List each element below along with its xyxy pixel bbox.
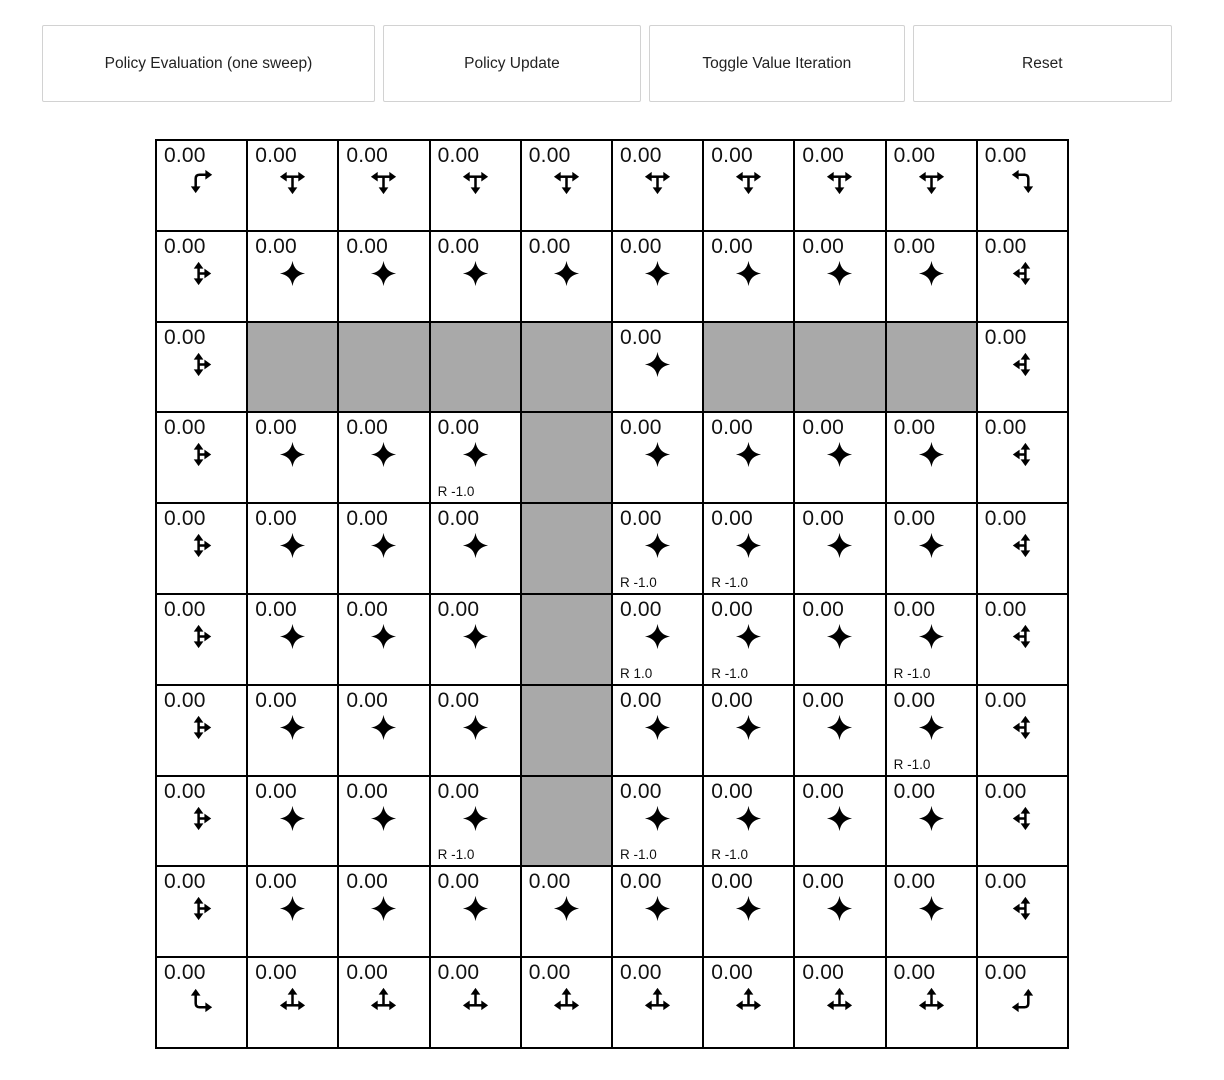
state-cell[interactable] xyxy=(977,957,1068,1048)
state-value: 0.00 xyxy=(346,870,389,894)
policy-all-directions-icon xyxy=(248,712,337,743)
state-cell[interactable] xyxy=(612,231,703,322)
policy-up-down-left-icon xyxy=(978,530,1067,561)
state-value: 0.00 xyxy=(802,144,845,167)
state-cell[interactable] xyxy=(156,412,247,503)
policy-left-right-down-icon xyxy=(339,167,428,198)
state-value: 0.00 xyxy=(802,688,845,712)
policy-all-directions-icon xyxy=(613,893,702,924)
wall-cell[interactable] xyxy=(521,412,612,503)
state-cell[interactable] xyxy=(703,866,794,957)
policy-left-right-up-icon xyxy=(613,984,702,1015)
wall-cell[interactable] xyxy=(521,594,612,685)
wall-cell[interactable] xyxy=(430,322,521,413)
state-value: 0.00 xyxy=(711,688,753,712)
state-cell[interactable] xyxy=(521,231,612,322)
state-value: 0.00 xyxy=(346,961,389,985)
state-cell[interactable] xyxy=(612,685,703,776)
state-cell[interactable] xyxy=(156,866,247,957)
state-cell[interactable] xyxy=(156,140,247,231)
reward-label: R -1.0 xyxy=(619,847,657,863)
policy-all-directions-icon xyxy=(887,530,976,561)
policy-left-right-up-icon xyxy=(522,984,611,1015)
state-value: 0.00 xyxy=(711,961,753,985)
policy-all-directions-icon xyxy=(339,712,428,743)
policy-all-directions-icon xyxy=(431,258,520,289)
state-cell[interactable] xyxy=(430,957,521,1048)
state-value: 0.00 xyxy=(984,325,1027,349)
state-cell[interactable] xyxy=(247,685,338,776)
policy-all-directions-icon xyxy=(887,803,976,834)
state-value: 0.00 xyxy=(984,688,1027,712)
policy-all-directions-icon xyxy=(339,621,428,652)
state-value: 0.00 xyxy=(164,598,206,621)
state-value: 0.00 xyxy=(528,870,571,894)
state-value: 0.00 xyxy=(437,507,480,531)
state-value: 0.00 xyxy=(255,234,297,258)
policy-down-left-icon xyxy=(978,167,1067,198)
state-value: 0.00 xyxy=(164,144,206,167)
state-cell[interactable] xyxy=(886,503,977,594)
reward-label: R -1.0 xyxy=(711,575,748,590)
policy-up-down-right-icon xyxy=(157,439,246,470)
state-cell[interactable] xyxy=(886,957,977,1048)
state-cell[interactable] xyxy=(338,685,429,776)
policy-up-down-left-icon xyxy=(978,893,1067,924)
state-cell[interactable] xyxy=(612,866,703,957)
state-cell[interactable] xyxy=(430,866,521,957)
state-cell[interactable] xyxy=(703,685,794,776)
state-cell[interactable] xyxy=(247,140,338,231)
policy-all-directions-icon xyxy=(248,893,337,924)
policy-all-directions-icon xyxy=(248,258,337,289)
state-cell[interactable] xyxy=(886,685,977,776)
state-value: 0.00 xyxy=(619,598,662,621)
gridworld xyxy=(155,139,1069,1049)
state-value: 0.00 xyxy=(619,507,662,531)
policy-all-directions-icon xyxy=(613,621,702,652)
policy-all-directions-icon xyxy=(431,439,520,470)
state-value: 0.00 xyxy=(528,234,571,258)
state-cell[interactable] xyxy=(886,231,977,322)
state-cell[interactable] xyxy=(612,412,703,503)
state-value: 0.00 xyxy=(619,416,662,440)
policy-up-down-right-icon xyxy=(157,530,246,561)
policy-all-directions-icon xyxy=(522,893,611,924)
state-value: 0.00 xyxy=(984,870,1027,894)
state-cell[interactable] xyxy=(703,594,794,685)
state-value: 0.00 xyxy=(893,779,936,803)
state-cell[interactable] xyxy=(886,776,977,867)
state-value: 0.00 xyxy=(255,416,297,440)
policy-left-right-up-icon xyxy=(704,984,793,1015)
state-value: 0.00 xyxy=(711,416,753,440)
state-value: 0.00 xyxy=(255,961,297,985)
wall-cell[interactable] xyxy=(521,503,612,594)
state-cell[interactable] xyxy=(247,503,338,594)
policy-up-left-icon xyxy=(978,984,1067,1015)
state-cell[interactable] xyxy=(247,957,338,1048)
policy-up-down-right-icon xyxy=(157,712,246,743)
state-cell[interactable] xyxy=(247,231,338,322)
state-cell[interactable] xyxy=(430,594,521,685)
wall-cell[interactable] xyxy=(338,322,429,413)
state-value: 0.00 xyxy=(984,507,1027,531)
policy-up-down-right-icon xyxy=(157,621,246,652)
toggle-value-iteration-button[interactable]: Toggle Value Iteration xyxy=(649,25,905,102)
state-value: 0.00 xyxy=(619,688,662,712)
policy-all-directions-icon xyxy=(339,439,428,470)
policy-all-directions-icon xyxy=(887,712,976,743)
state-cell[interactable] xyxy=(977,685,1068,776)
policy-all-directions-icon xyxy=(704,803,793,834)
state-value: 0.00 xyxy=(984,779,1027,803)
state-value: 0.00 xyxy=(893,870,936,894)
state-value: 0.00 xyxy=(346,598,389,621)
state-value: 0.00 xyxy=(437,779,480,803)
state-value: 0.00 xyxy=(711,507,753,531)
state-value: 0.00 xyxy=(619,961,662,985)
state-cell[interactable] xyxy=(156,776,247,867)
policy-all-directions-icon xyxy=(887,258,976,289)
policy-update-button[interactable]: Policy Update xyxy=(383,25,641,102)
state-cell[interactable] xyxy=(977,140,1068,231)
state-cell[interactable] xyxy=(794,231,885,322)
state-value: 0.00 xyxy=(802,870,845,894)
state-cell[interactable] xyxy=(156,594,247,685)
state-value: 0.00 xyxy=(346,779,389,803)
policy-left-right-down-icon xyxy=(887,167,976,198)
policy-all-directions-icon xyxy=(795,712,884,743)
reward-label: R -1.0 xyxy=(619,575,657,590)
state-value: 0.00 xyxy=(619,325,662,349)
policy-all-directions-icon xyxy=(431,803,520,834)
policy-all-directions-icon xyxy=(248,439,337,470)
policy-all-directions-icon xyxy=(704,712,793,743)
policy-all-directions-icon xyxy=(248,621,337,652)
policy-all-directions-icon xyxy=(613,349,702,380)
toolbar xyxy=(42,25,1172,102)
reward-label: R -1.0 xyxy=(711,665,748,681)
state-value: 0.00 xyxy=(893,507,936,531)
reward-label: R -1.0 xyxy=(893,756,931,772)
state-cell[interactable] xyxy=(703,412,794,503)
state-cell[interactable] xyxy=(886,866,977,957)
state-value: 0.00 xyxy=(984,416,1027,440)
state-value: 0.00 xyxy=(437,144,480,167)
policy-all-directions-icon xyxy=(613,530,702,561)
wall-cell[interactable] xyxy=(521,776,612,867)
state-value: 0.00 xyxy=(437,870,480,894)
wall-cell[interactable] xyxy=(794,322,885,413)
policy-all-directions-icon xyxy=(704,439,793,470)
state-value: 0.00 xyxy=(437,416,480,440)
state-cell[interactable] xyxy=(338,957,429,1048)
state-value: 0.00 xyxy=(164,325,206,349)
policy-all-directions-icon xyxy=(795,258,884,289)
state-value: 0.00 xyxy=(346,507,389,531)
state-value: 0.00 xyxy=(619,144,662,167)
policy-up-down-left-icon xyxy=(978,439,1067,470)
state-cell[interactable] xyxy=(794,503,885,594)
state-value: 0.00 xyxy=(346,688,389,712)
state-cell[interactable] xyxy=(886,594,977,685)
state-value: 0.00 xyxy=(984,234,1027,258)
policy-up-down-left-icon xyxy=(978,258,1067,289)
state-value: 0.00 xyxy=(164,688,206,712)
state-value: 0.00 xyxy=(164,870,206,894)
state-cell[interactable] xyxy=(612,957,703,1048)
state-value: 0.00 xyxy=(802,234,845,258)
policy-all-directions-icon xyxy=(887,439,976,470)
policy-all-directions-icon xyxy=(795,621,884,652)
policy-up-down-left-icon xyxy=(978,349,1067,380)
policy-all-directions-icon xyxy=(339,258,428,289)
state-cell[interactable] xyxy=(247,594,338,685)
state-value: 0.00 xyxy=(984,598,1027,621)
state-cell[interactable] xyxy=(977,776,1068,867)
state-value: 0.00 xyxy=(255,598,297,621)
state-value: 0.00 xyxy=(893,688,936,712)
wall-cell[interactable] xyxy=(521,685,612,776)
policy-all-directions-icon xyxy=(704,893,793,924)
state-value: 0.00 xyxy=(893,961,936,985)
policy-left-right-up-icon xyxy=(431,984,520,1015)
wall-cell[interactable] xyxy=(703,322,794,413)
state-value: 0.00 xyxy=(255,507,297,531)
state-cell[interactable] xyxy=(703,140,794,231)
state-value: 0.00 xyxy=(711,870,753,894)
state-cell[interactable] xyxy=(430,776,521,867)
state-cell[interactable] xyxy=(430,685,521,776)
state-value: 0.00 xyxy=(164,507,206,531)
state-cell[interactable] xyxy=(430,140,521,231)
policy-up-down-right-icon xyxy=(157,803,246,834)
policy-up-down-left-icon xyxy=(978,803,1067,834)
policy-all-directions-icon xyxy=(613,258,702,289)
reset-button[interactable]: Reset xyxy=(913,25,1172,102)
state-cell[interactable] xyxy=(886,412,977,503)
state-value: 0.00 xyxy=(984,961,1027,985)
state-cell[interactable] xyxy=(612,776,703,867)
state-cell[interactable] xyxy=(703,503,794,594)
state-cell[interactable] xyxy=(977,866,1068,957)
state-value: 0.00 xyxy=(893,416,936,440)
state-cell[interactable] xyxy=(703,957,794,1048)
policy-up-down-right-icon xyxy=(157,349,246,380)
wall-cell[interactable] xyxy=(886,322,977,413)
state-value: 0.00 xyxy=(802,598,845,621)
state-cell[interactable] xyxy=(612,140,703,231)
state-value: 0.00 xyxy=(619,234,662,258)
wall-cell[interactable] xyxy=(521,322,612,413)
state-cell[interactable] xyxy=(338,140,429,231)
state-cell[interactable] xyxy=(794,685,885,776)
state-cell[interactable] xyxy=(156,503,247,594)
state-value: 0.00 xyxy=(893,598,936,621)
policy-left-right-down-icon xyxy=(248,167,337,198)
state-cell[interactable] xyxy=(612,503,703,594)
policy-all-directions-icon xyxy=(431,893,520,924)
policy-left-right-down-icon xyxy=(522,167,611,198)
policy-all-directions-icon xyxy=(431,530,520,561)
state-value: 0.00 xyxy=(984,144,1027,167)
state-value: 0.00 xyxy=(802,416,845,440)
state-cell[interactable] xyxy=(156,685,247,776)
state-value: 0.00 xyxy=(802,507,845,531)
state-cell[interactable] xyxy=(794,866,885,957)
state-value: 0.00 xyxy=(893,234,936,258)
state-value: 0.00 xyxy=(255,779,297,803)
policy-left-right-down-icon xyxy=(613,167,702,198)
state-cell[interactable] xyxy=(521,140,612,231)
state-cell[interactable] xyxy=(794,412,885,503)
state-cell[interactable] xyxy=(156,231,247,322)
state-cell[interactable] xyxy=(430,412,521,503)
state-cell[interactable] xyxy=(612,594,703,685)
state-value: 0.00 xyxy=(164,234,206,258)
policy-all-directions-icon xyxy=(887,893,976,924)
policy-all-directions-icon xyxy=(431,712,520,743)
reward-label: R 1.0 xyxy=(619,665,653,681)
policy-left-right-down-icon xyxy=(795,167,884,198)
state-cell[interactable] xyxy=(338,503,429,594)
policy-all-directions-icon xyxy=(704,530,793,561)
state-value: 0.00 xyxy=(346,416,389,440)
state-cell[interactable] xyxy=(703,231,794,322)
wall-cell[interactable] xyxy=(247,322,338,413)
state-value: 0.00 xyxy=(346,234,389,258)
state-cell[interactable] xyxy=(977,503,1068,594)
policy-all-directions-icon xyxy=(795,530,884,561)
policy-left-right-up-icon xyxy=(795,984,884,1015)
state-value: 0.00 xyxy=(255,144,297,167)
state-cell[interactable] xyxy=(430,503,521,594)
state-cell[interactable] xyxy=(886,140,977,231)
policy-all-directions-icon xyxy=(613,712,702,743)
state-value: 0.00 xyxy=(164,416,206,440)
reward-label: R -1.0 xyxy=(711,847,748,863)
policy-left-right-down-icon xyxy=(431,167,520,198)
state-cell[interactable] xyxy=(521,866,612,957)
state-cell[interactable] xyxy=(156,322,247,413)
policy-all-directions-icon xyxy=(248,803,337,834)
state-value: 0.00 xyxy=(346,144,389,167)
state-value: 0.00 xyxy=(528,961,571,985)
state-value: 0.00 xyxy=(437,961,480,985)
policy-all-directions-icon xyxy=(704,621,793,652)
state-cell[interactable] xyxy=(247,866,338,957)
state-cell[interactable] xyxy=(338,866,429,957)
state-cell[interactable] xyxy=(338,594,429,685)
state-cell[interactable] xyxy=(794,776,885,867)
state-cell[interactable] xyxy=(612,322,703,413)
policy-up-down-right-icon xyxy=(157,893,246,924)
reward-label: R -1.0 xyxy=(437,484,475,500)
state-value: 0.00 xyxy=(255,870,297,894)
policy-all-directions-icon xyxy=(522,258,611,289)
state-value: 0.00 xyxy=(164,779,206,803)
policy-all-directions-icon xyxy=(613,803,702,834)
reward-label: R -1.0 xyxy=(893,665,931,681)
state-cell[interactable] xyxy=(703,776,794,867)
state-value: 0.00 xyxy=(711,779,753,803)
state-value: 0.00 xyxy=(619,779,662,803)
state-cell[interactable] xyxy=(977,412,1068,503)
policy-all-directions-icon xyxy=(613,439,702,470)
policy-left-right-up-icon xyxy=(887,984,976,1015)
reward-label: R -1.0 xyxy=(437,847,475,863)
state-cell[interactable] xyxy=(247,776,338,867)
policy-left-right-up-icon xyxy=(248,984,337,1015)
policy-left-right-up-icon xyxy=(339,984,428,1015)
policy-up-down-left-icon xyxy=(978,712,1067,743)
policy-up-right-icon xyxy=(157,984,246,1015)
policy-all-directions-icon xyxy=(431,621,520,652)
state-value: 0.00 xyxy=(711,598,753,621)
state-cell[interactable] xyxy=(977,231,1068,322)
state-value: 0.00 xyxy=(255,688,297,712)
state-cell[interactable] xyxy=(338,231,429,322)
state-cell[interactable] xyxy=(430,231,521,322)
policy-all-directions-icon xyxy=(795,893,884,924)
state-value: 0.00 xyxy=(164,961,206,985)
policy-all-directions-icon xyxy=(248,530,337,561)
state-cell[interactable] xyxy=(977,594,1068,685)
state-cell[interactable] xyxy=(977,322,1068,413)
state-value: 0.00 xyxy=(437,598,480,621)
state-value: 0.00 xyxy=(893,144,936,167)
state-value: 0.00 xyxy=(711,234,753,258)
state-cell[interactable] xyxy=(338,776,429,867)
state-value: 0.00 xyxy=(802,961,845,985)
policy-all-directions-icon xyxy=(339,530,428,561)
policy-down-right-icon xyxy=(157,167,246,198)
policy-left-right-down-icon xyxy=(704,167,793,198)
state-cell[interactable] xyxy=(156,957,247,1048)
state-cell[interactable] xyxy=(247,412,338,503)
policy-all-directions-icon xyxy=(795,803,884,834)
state-value: 0.00 xyxy=(437,234,480,258)
state-value: 0.00 xyxy=(711,144,753,167)
state-cell[interactable] xyxy=(338,412,429,503)
state-value: 0.00 xyxy=(802,779,845,803)
policy-all-directions-icon xyxy=(339,803,428,834)
policy-all-directions-icon xyxy=(887,621,976,652)
state-cell[interactable] xyxy=(794,140,885,231)
state-value: 0.00 xyxy=(528,144,571,167)
policy-up-down-left-icon xyxy=(978,621,1067,652)
policy-evaluation-button[interactable]: Policy Evaluation (one sweep) xyxy=(42,25,375,102)
state-cell[interactable] xyxy=(521,957,612,1048)
policy-all-directions-icon xyxy=(795,439,884,470)
policy-all-directions-icon xyxy=(339,893,428,924)
policy-all-directions-icon xyxy=(704,258,793,289)
state-cell[interactable] xyxy=(794,594,885,685)
policy-up-down-right-icon xyxy=(157,258,246,289)
state-value: 0.00 xyxy=(437,688,480,712)
state-value: 0.00 xyxy=(619,870,662,894)
state-cell[interactable] xyxy=(794,957,885,1048)
